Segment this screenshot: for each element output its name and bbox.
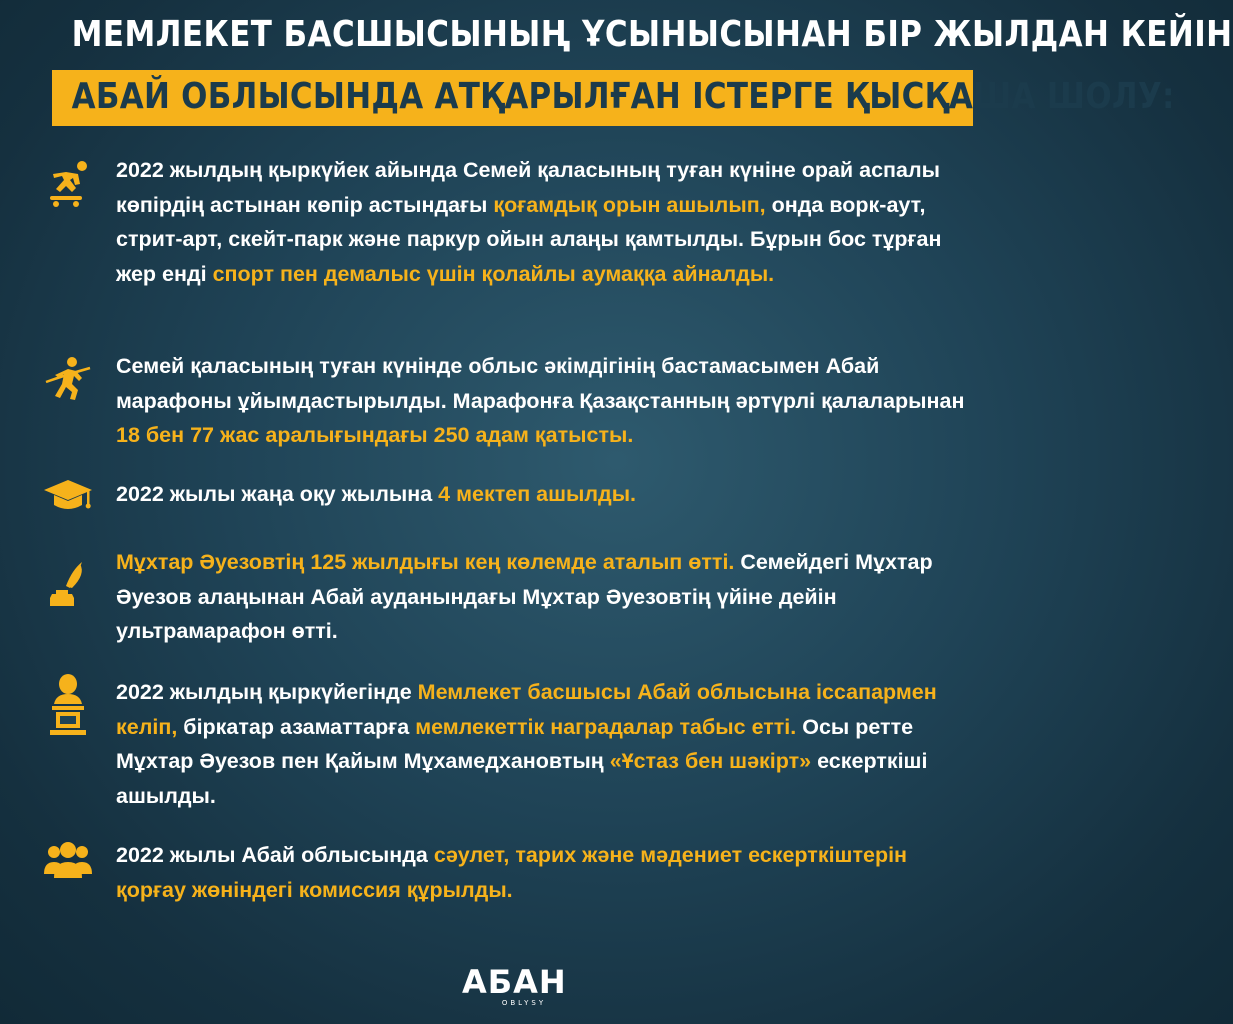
item-heritage-commission: 2022 жылы Абай облысында сәулет, тарих және мәдениет ескерткіштерін қорғау жөніндегі комиссия құрылды.: [116, 843, 908, 902]
people-group-icon: [42, 834, 94, 886]
logo-wordmark: AБAH: [462, 963, 567, 1001]
monument-bust-icon: [42, 672, 94, 742]
page-title-line1: МЕМЛЕКЕТ БАСШЫСЫНЫҢ ҰСЫНЫСЫНАН БІР ЖЫЛДАН КЕЙІН: [71, 14, 1233, 55]
logo-subtitle: OBLYSY: [501, 999, 547, 1007]
item-auezov-anniversary: Мұхтар Әуезовтің 125 жылдығы кең көлемде аталып өтті. Семейдегі Мұхтар Әуезов алаңынан Абай ауданындағы Мұхтар Әуезовтің үйіне дейін ультрамарафон өтті.: [116, 550, 933, 643]
quill-inkwell-icon: [42, 560, 94, 612]
item-new-schools: 2022 жылы жаңа оқу жылына 4 мектеп ашылды.: [116, 482, 637, 506]
item-president-visit: 2022 жылдың қыркүйегінде Мемлекет басшысы Абай облысына іссапармен келіп, біркатар азаматтарға мемлекеттік наградалар табыс етті. Осы ретте Мұхтар Әуезов пен Қайым Мұхамедхановтың «Ұстаз бен шәкірт» ескерткіші ашылды.: [116, 680, 937, 808]
abai-oblysy-logo: [462, 963, 567, 1016]
item-abai-marathon: Семей қаласының туған күнінде облыс әкімдігінің бастамасымен Абай марафоны ұйымдастырылды. Марафонға Қазақстанның әртүрлі қалаларынан 18 бен 77 жас аралығындағы 250 адам қатысты.: [116, 354, 965, 447]
item-skate-park: 2022 жылдың қыркүйек айында Семей қаласының туған күніне орай аспалы көпірдің астынан көпір астындағы қоғамдық орын ашылып, онда ворк-аут, стрит-арт, скейт-парк және паркур ойын алаңы қамтылды. Бұрын бос тұрған жер енді спорт пен демалыс үшін қолайлы аумаққа айналды.: [116, 158, 942, 286]
runner-finish-icon: [42, 354, 94, 406]
skateboarder-icon: [42, 158, 94, 210]
page-title-line2: АБАЙ ОБЛЫСЫНДА АТҚАРЫЛҒАН ІСТЕРГЕ ҚЫСҚАША ШОЛУ:: [71, 76, 1175, 117]
graduation-cap-icon: [42, 470, 94, 522]
